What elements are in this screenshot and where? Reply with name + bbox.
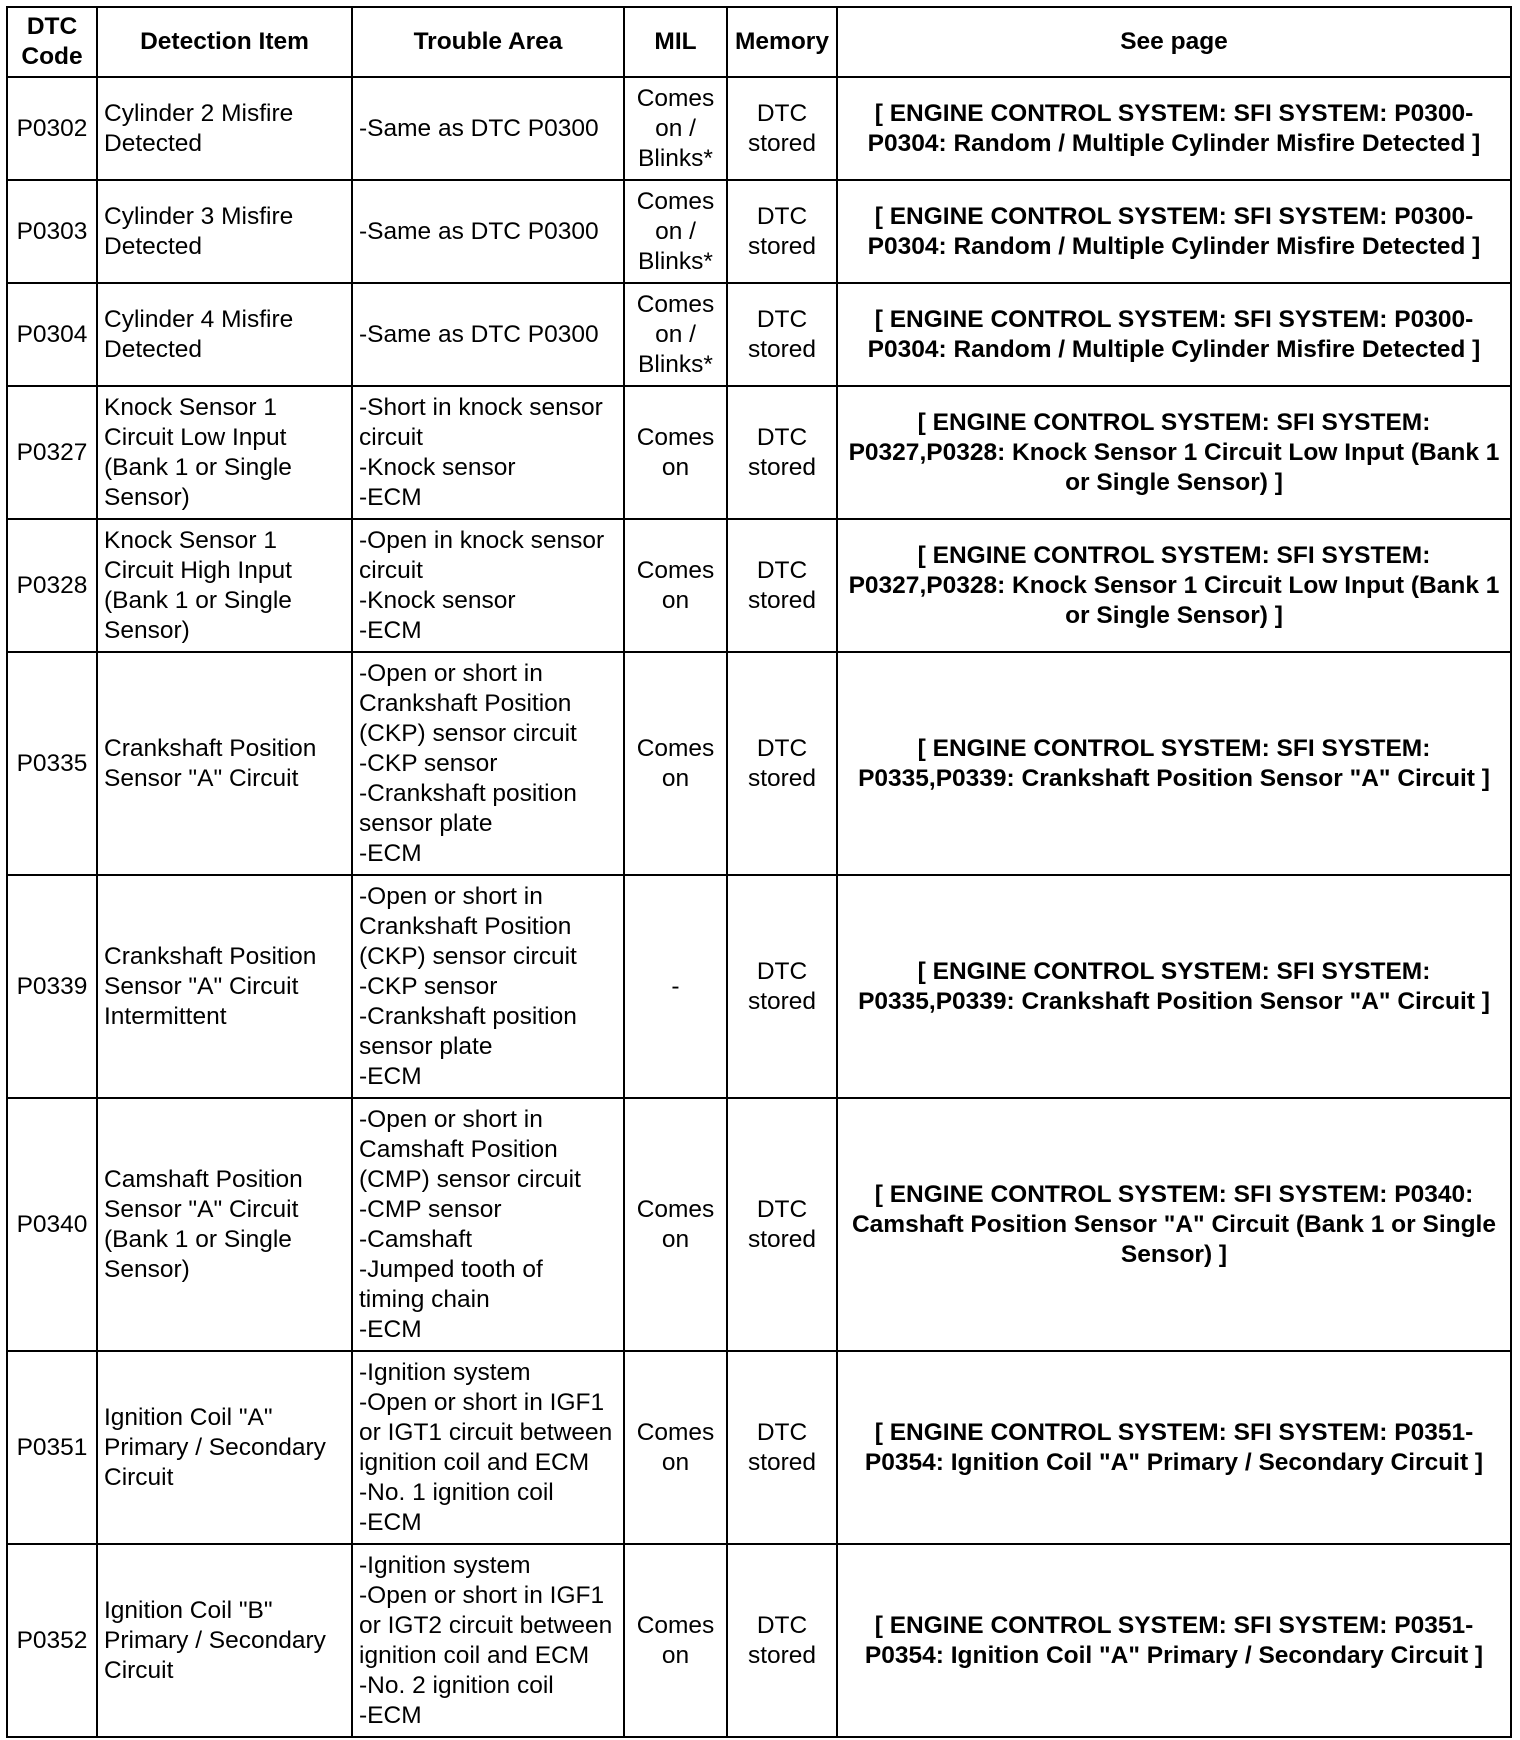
dtc-code: P0352 [7, 1544, 97, 1737]
header-see-page: See page [837, 7, 1511, 77]
header-row [7, 7, 1511, 77]
memory-status: DTC stored [727, 875, 837, 1098]
mil-status: Comes on / Blinks* [624, 77, 727, 180]
see-page-link[interactable]: [ ENGINE CONTROL SYSTEM: SFI SYSTEM: P0327,P0328: Knock Sensor 1 Circuit Low Input (Bank 1 or Single Sensor) ] [837, 519, 1511, 652]
table-row [7, 652, 1511, 875]
detection-item: Cylinder 3 Misfire Detected [97, 180, 352, 283]
memory-status: DTC stored [727, 1544, 837, 1737]
header-mil: MIL [624, 7, 727, 77]
detection-item: Knock Sensor 1 Circuit High Input (Bank 1 or Single Sensor) [97, 519, 352, 652]
memory-status: DTC stored [727, 1351, 837, 1544]
dtc-code: P0339 [7, 875, 97, 1098]
memory-status: DTC stored [727, 652, 837, 875]
mil-status: Comes on [624, 1544, 727, 1737]
see-page-link[interactable]: [ ENGINE CONTROL SYSTEM: SFI SYSTEM: P0351-P0354: Ignition Coil "A" Primary / Secondary Circuit ] [837, 1544, 1511, 1737]
mil-status: Comes on [624, 1098, 727, 1351]
memory-status: DTC stored [727, 283, 837, 386]
see-page-link[interactable]: [ ENGINE CONTROL SYSTEM: SFI SYSTEM: P0300-P0304: Random / Multiple Cylinder Misfire Detected ] [837, 77, 1511, 180]
detection-item: Crankshaft Position Sensor "A" Circuit [97, 652, 352, 875]
table-row [7, 875, 1511, 1098]
dtc-code: P0302 [7, 77, 97, 180]
dtc-code: P0335 [7, 652, 97, 875]
header-memory: Memory [727, 7, 837, 77]
see-page-link[interactable]: [ ENGINE CONTROL SYSTEM: SFI SYSTEM: P0300-P0304: Random / Multiple Cylinder Misfire Detected ] [837, 283, 1511, 386]
detection-item: Ignition Coil "B" Primary / Secondary Circuit [97, 1544, 352, 1737]
dtc-code: P0303 [7, 180, 97, 283]
trouble-area: -Open in knock sensor circuit -Knock sensor -ECM [352, 519, 624, 652]
table-row [7, 77, 1511, 180]
mil-status: Comes on / Blinks* [624, 283, 727, 386]
table-row [7, 180, 1511, 283]
memory-status: DTC stored [727, 180, 837, 283]
table-row [7, 386, 1511, 519]
detection-item: Cylinder 4 Misfire Detected [97, 283, 352, 386]
memory-status: DTC stored [727, 1098, 837, 1351]
memory-status: DTC stored [727, 77, 837, 180]
table-row [7, 1544, 1511, 1737]
trouble-area: -Ignition system -Open or short in IGF1 or IGT1 circuit between ignition coil and ECM -No. 1 ignition coil -ECM [352, 1351, 624, 1544]
see-page-link[interactable]: [ ENGINE CONTROL SYSTEM: SFI SYSTEM: P0327,P0328: Knock Sensor 1 Circuit Low Input (Bank 1 or Single Sensor) ] [837, 386, 1511, 519]
see-page-link[interactable]: [ ENGINE CONTROL SYSTEM: SFI SYSTEM: P0300-P0304: Random / Multiple Cylinder Misfire Detected ] [837, 180, 1511, 283]
trouble-area: -Ignition system -Open or short in IGF1 or IGT2 circuit between ignition coil and ECM -No. 2 ignition coil -ECM [352, 1544, 624, 1737]
trouble-area: -Open or short in Crankshaft Position (CKP) sensor circuit -CKP sensor -Crankshaft position sensor plate -ECM [352, 875, 624, 1098]
table-row [7, 283, 1511, 386]
trouble-area: -Open or short in Crankshaft Position (CKP) sensor circuit -CKP sensor -Crankshaft position sensor plate -ECM [352, 652, 624, 875]
see-page-link[interactable]: [ ENGINE CONTROL SYSTEM: SFI SYSTEM: P0335,P0339: Crankshaft Position Sensor "A" Circuit ] [837, 875, 1511, 1098]
mil-status: Comes on [624, 519, 727, 652]
memory-status: DTC stored [727, 386, 837, 519]
memory-status: DTC stored [727, 519, 837, 652]
detection-item: Ignition Coil "A" Primary / Secondary Circuit [97, 1351, 352, 1544]
mil-status: - [624, 875, 727, 1098]
header-dtc-code: DTC Code [7, 7, 97, 77]
dtc-table [6, 6, 1512, 1738]
see-page-link[interactable]: [ ENGINE CONTROL SYSTEM: SFI SYSTEM: P0340: Camshaft Position Sensor "A" Circuit (Bank 1 or Single Sensor) ] [837, 1098, 1511, 1351]
dtc-code: P0340 [7, 1098, 97, 1351]
trouble-area: -Short in knock sensor circuit -Knock sensor -ECM [352, 386, 624, 519]
mil-status: Comes on [624, 386, 727, 519]
table-row [7, 1098, 1511, 1351]
table-row [7, 519, 1511, 652]
trouble-area: -Open or short in Camshaft Position (CMP) sensor circuit -CMP sensor -Camshaft -Jumped tooth of timing chain -ECM [352, 1098, 624, 1351]
table-row [7, 1351, 1511, 1544]
detection-item: Crankshaft Position Sensor "A" Circuit Intermittent [97, 875, 352, 1098]
see-page-link[interactable]: [ ENGINE CONTROL SYSTEM: SFI SYSTEM: P0335,P0339: Crankshaft Position Sensor "A" Circuit ] [837, 652, 1511, 875]
detection-item: Knock Sensor 1 Circuit Low Input (Bank 1 or Single Sensor) [97, 386, 352, 519]
dtc-code: P0351 [7, 1351, 97, 1544]
dtc-code: P0328 [7, 519, 97, 652]
trouble-area: -Same as DTC P0300 [352, 283, 624, 386]
mil-status: Comes on / Blinks* [624, 180, 727, 283]
trouble-area: -Same as DTC P0300 [352, 77, 624, 180]
mil-status: Comes on [624, 652, 727, 875]
see-page-link[interactable]: [ ENGINE CONTROL SYSTEM: SFI SYSTEM: P0351-P0354: Ignition Coil "A" Primary / Secondary Circuit ] [837, 1351, 1511, 1544]
mil-status: Comes on [624, 1351, 727, 1544]
dtc-code: P0327 [7, 386, 97, 519]
dtc-code: P0304 [7, 283, 97, 386]
detection-item: Camshaft Position Sensor "A" Circuit (Bank 1 or Single Sensor) [97, 1098, 352, 1351]
trouble-area: -Same as DTC P0300 [352, 180, 624, 283]
header-detection-item: Detection Item [97, 7, 352, 77]
detection-item: Cylinder 2 Misfire Detected [97, 77, 352, 180]
header-trouble-area: Trouble Area [352, 7, 624, 77]
